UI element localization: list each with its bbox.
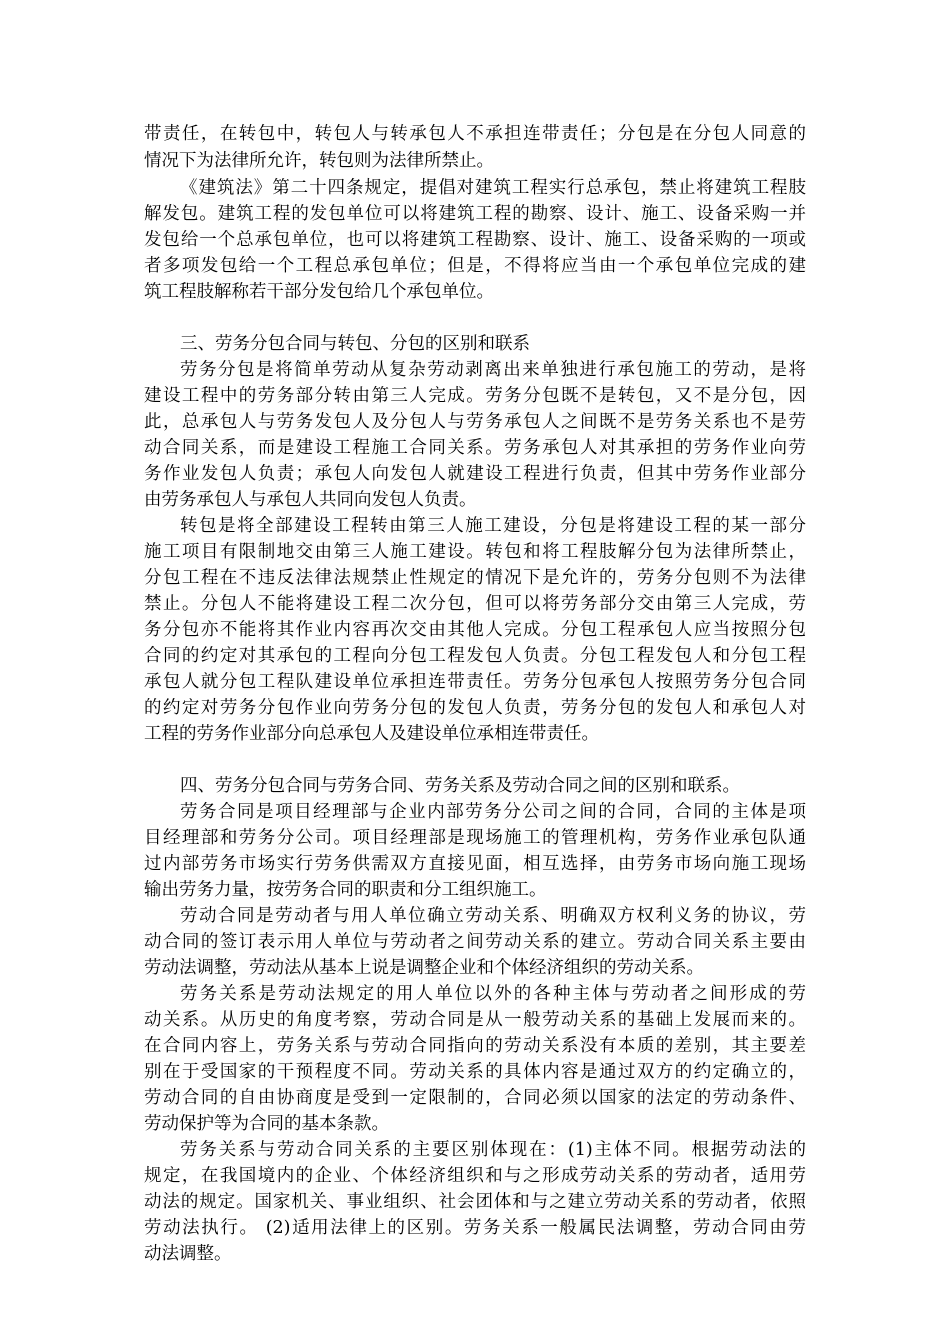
text-line: 劳务合同是项目经理部与企业内部劳务分公司之间的合同，合同的主体是项 <box>180 802 806 822</box>
text-line: 转包是将全部建设工程转由第三人施工建设，分包是将建设工程的某一部分 <box>180 516 806 536</box>
text-line: 施工项目有限制地交由第三人施工建设。转包和将工程肢解分包为法律所禁止， <box>144 542 806 562</box>
text-line: 动合同关系，而是建设工程施工合同关系。劳务承包人对其承担的劳务作业向劳 <box>144 438 806 458</box>
text-line: 者多项发包给一个工程总承包单位；但是，不得将应当由一个承包单位完成的建 <box>144 256 806 276</box>
text-line: 劳务关系是劳动法规定的用人单位以外的各种主体与劳动者之间形成的劳 <box>180 984 806 1004</box>
text-line: 劳动合同是劳动者与用人单位确立劳动关系、明确双方权利义务的协议，劳 <box>180 906 806 926</box>
text-line: 动关系。从历史的角度考察，劳动合同是从一般劳动关系的基础上发展而来的。 <box>144 1010 806 1030</box>
text-line: 劳务分包是将简单劳动从复杂劳动剥离出来单独进行承包施工的劳动，是将 <box>180 360 806 380</box>
text-line: 此，总承包人与劳务发包人及分包人与劳务承包人之间既不是劳务关系也不是劳 <box>144 412 806 432</box>
text-line: 筑工程肢解称若干部分发包给几个承包单位。 <box>144 282 494 302</box>
text-line: 规定，在我国境内的企业、个体经济组织和与之形成劳动关系的劳动者，适用劳 <box>144 1166 806 1186</box>
section-heading-4: 四、劳务分包合同与劳务合同、劳务关系及劳动合同之间的区别和联系。 <box>180 776 740 796</box>
text-line: 在合同内容上，劳务关系与劳动合同指向的劳动关系没有本质的差别，其主要差 <box>144 1036 806 1056</box>
text-line: 带责任，在转包中，转包人与转承包人不承担连带责任；分包是在分包人同意的 <box>144 124 806 144</box>
text-line: 建设工程中的劳务部分转由第三人完成。劳务分包既不是转包，又不是分包，因 <box>144 386 806 406</box>
text-line: 务作业发包人负责；承包人向发包人就建设工程进行负责，但其中劳务作业部分 <box>144 464 806 484</box>
text-line: 劳动合同的自由协商度是受到一定限制的，合同必须以国家的法定的劳动条件、 <box>144 1088 806 1108</box>
text-line: 动法调整。 <box>144 1244 232 1264</box>
text-line: 目经理部和劳务分公司。项目经理部是现场施工的管理机构，劳务作业承包队通 <box>144 828 806 848</box>
text-line: 劳动法调整，劳动法从基本上说是调整企业和个体经济组织的劳动关系。 <box>144 958 704 978</box>
text-line: 务分包亦不能将其作业内容再次交由其他人完成。分包工程承包人应当按照分包 <box>144 620 806 640</box>
text-line: 动合同的签订表示用人单位与劳动者之间劳动关系的建立。劳动合同关系主要由 <box>144 932 806 952</box>
text-line: 工程的劳务作业部分向总承包人及建设单位承相连带责任。 <box>144 724 599 744</box>
text-line: 劳务关系与劳动合同关系的主要区别体现在：(1)主体不同。根据劳动法的 <box>180 1140 806 1160</box>
section-heading-3: 三、劳务分包合同与转包、分包的区别和联系 <box>180 334 530 354</box>
text-line: 禁止。分包人不能将建设工程二次分包，但可以将劳务部分交由第三人完成，劳 <box>144 594 806 614</box>
text-line: 解发包。建筑工程的发包单位可以将建筑工程的勘察、设计、施工、设备采购一并 <box>144 204 806 224</box>
text-line: 由劳务承包人与承包人共同向发包人负责。 <box>144 490 477 510</box>
text-line: 合同的约定对其承包的工程向分包工程发包人负责。分包工程发包人和分包工程 <box>144 646 806 666</box>
text-line: 过内部劳务市场实行劳务供需双方直接见面，相互选择，由劳务市场向施工现场 <box>144 854 806 874</box>
text-line: 动法的规定。国家机关、事业组织、社会团体和与之建立劳动关系的劳动者，依照 <box>144 1192 806 1212</box>
text-line: 发包给一个总承包单位，也可以将建筑工程勘察、设计、施工、设备采购的一项或 <box>144 230 806 250</box>
text-line: 《建筑法》第二十四条规定，提倡对建筑工程实行总承包，禁止将建筑工程肢 <box>180 178 806 198</box>
text-line: 劳动保护等为合同的基本条款。 <box>144 1114 389 1134</box>
text-line: 的约定对劳务分包作业向劳务分包的发包人负责，劳务分包的发包人和承包人对 <box>144 698 806 718</box>
text-line: 劳动法执行。 (2)适用法律上的区别。劳务关系一般属民法调整，劳动合同由劳 <box>144 1218 806 1238</box>
text-line: 别在于受国家的干预程度不同。劳动关系的具体内容是通过双方的约定确立的， <box>144 1062 806 1082</box>
text-line: 输出劳务力量，按劳务合同的职责和分工组织施工。 <box>144 880 547 900</box>
text-line: 情况下为法律所允许，转包则为法律所禁止。 <box>144 151 494 171</box>
text-line: 承包人就分包工程队建设单位承担连带责任。劳务分包承包人按照劳务分包合同 <box>144 672 806 692</box>
text-line: 分包工程在不违反法律法规禁止性规定的情况下是允许的，劳务分包则不为法律 <box>144 568 806 588</box>
